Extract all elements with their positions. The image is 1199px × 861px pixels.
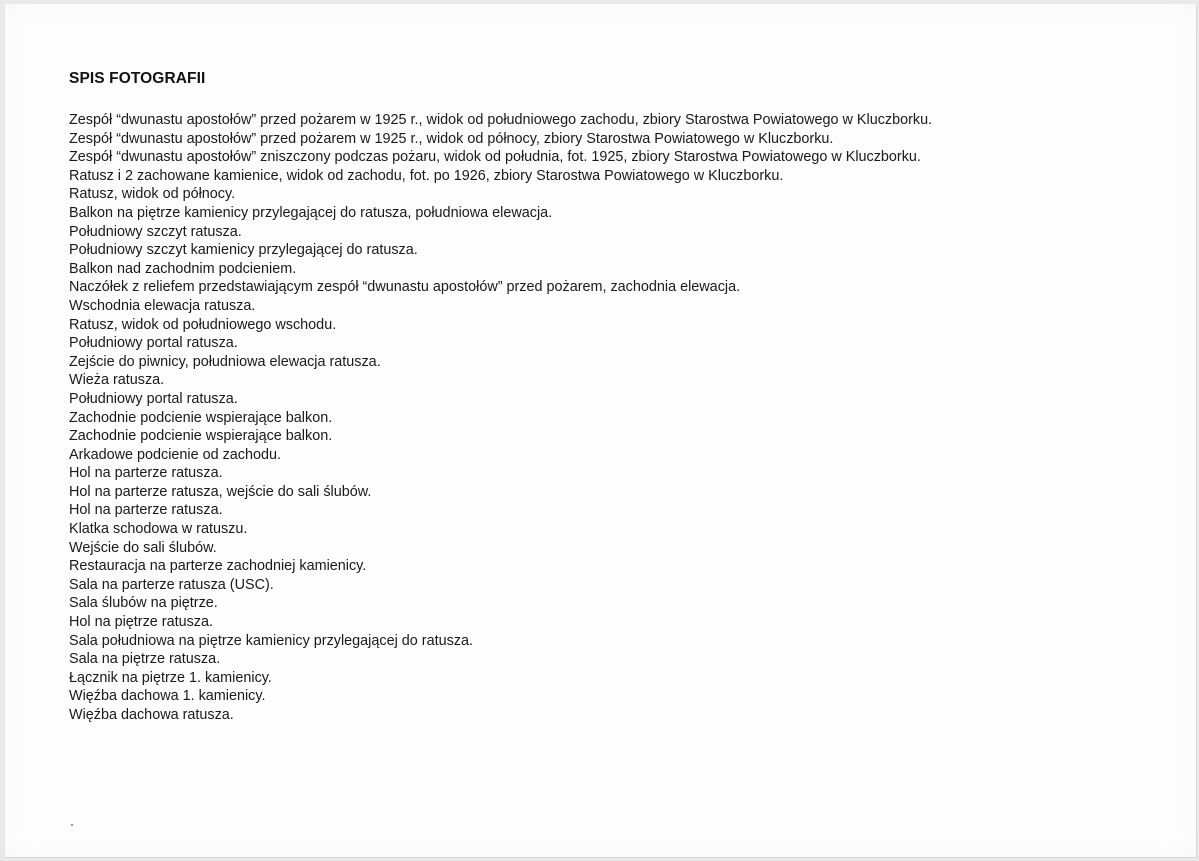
list-item: Klatka schodowa w ratuszu. — [69, 521, 248, 538]
photo-list — [69, 111, 932, 725]
list-item: Ratusz, widok od północy. — [69, 186, 236, 203]
list-item: Więźba dachowa 1. kamienicy. — [69, 688, 266, 705]
list-item: Łącznik na piętrze 1. kamienicy. — [69, 669, 272, 686]
list-item: Południowy szczyt kamienicy przylegającej do ratusza. — [69, 242, 418, 259]
list-item: Wieża ratusza. — [69, 372, 165, 389]
list-item: Ratusz, widok od południowego wschodu. — [69, 316, 337, 333]
list-item: Zachodnie podcienie wspierające balkon. — [69, 409, 333, 426]
list-item: Południowy portal ratusza. — [69, 335, 238, 352]
list-item: Sala ślubów na piętrze. — [69, 595, 218, 612]
scan-speck — [71, 824, 73, 826]
list-item: Zejście do piwnicy, południowa elewacja ratusza. — [69, 353, 381, 370]
list-item: Sala na parterze ratusza (USC). — [69, 576, 274, 593]
list-item: Zachodnie podcienie wspierające balkon. — [69, 428, 333, 445]
list-item: Hol na piętrze ratusza. — [69, 614, 213, 631]
list-item: Wejście do sali ślubów. — [69, 539, 217, 556]
list-item: Balkon na piętrze kamienicy przylegającej do ratusza, południowa elewacja. — [69, 204, 553, 221]
list-item: Sala na piętrze ratusza. — [69, 651, 221, 668]
list-item: Hol na parterze ratusza. — [69, 465, 223, 482]
list-item: Południowy szczyt ratusza. — [69, 223, 242, 240]
list-item: Wschodnia elewacja ratusza. — [69, 297, 256, 314]
list-item: Naczółek z reliefem przedstawiającym zespół “dwunastu apostołów” przed pożarem, zachodnia elewacja. — [69, 279, 741, 296]
list-item: Arkadowe podcienie od zachodu. — [69, 446, 282, 463]
list-item: Restauracja na parterze zachodniej kamienicy. — [69, 558, 367, 575]
list-item: Południowy portal ratusza. — [69, 390, 238, 407]
document-title: SPIS FOTOGRAFII — [69, 70, 206, 87]
list-item: Hol na parterze ratusza, wejście do sali ślubów. — [69, 483, 372, 500]
list-item: Zespół “dwunastu apostołów” przed pożarem w 1925 r., widok od południowego zachodu, zbiory Starostwa Powiatowego w Kluczborku. — [69, 112, 933, 128]
list-item: Ratusz i 2 zachowane kamienice, widok od zachodu, fot. po 1926, zbiory Starostwa Powiatowego w Kluczborku. — [69, 167, 784, 184]
list-item: Zespół “dwunastu apostołów” przed pożarem w 1925 r., widok od północy, zbiory Starostwa Powiatowego w Kluczborku. — [69, 130, 834, 147]
list-item: Hol na parterze ratusza. — [69, 502, 223, 519]
document-page — [5, 4, 1197, 858]
list-item: Zespół “dwunastu apostołów” zniszczony podczas pożaru, widok od południa, fot. 1925, zbiory Starostwa Powiatowego w Kluczborku. — [69, 149, 921, 166]
list-item: Więźba dachowa ratusza. — [69, 707, 234, 723]
list-item: Balkon nad zachodnim podcieniem. — [69, 260, 297, 277]
list-item: Sala południowa na piętrze kamienicy przylegającej do ratusza. — [69, 632, 473, 649]
